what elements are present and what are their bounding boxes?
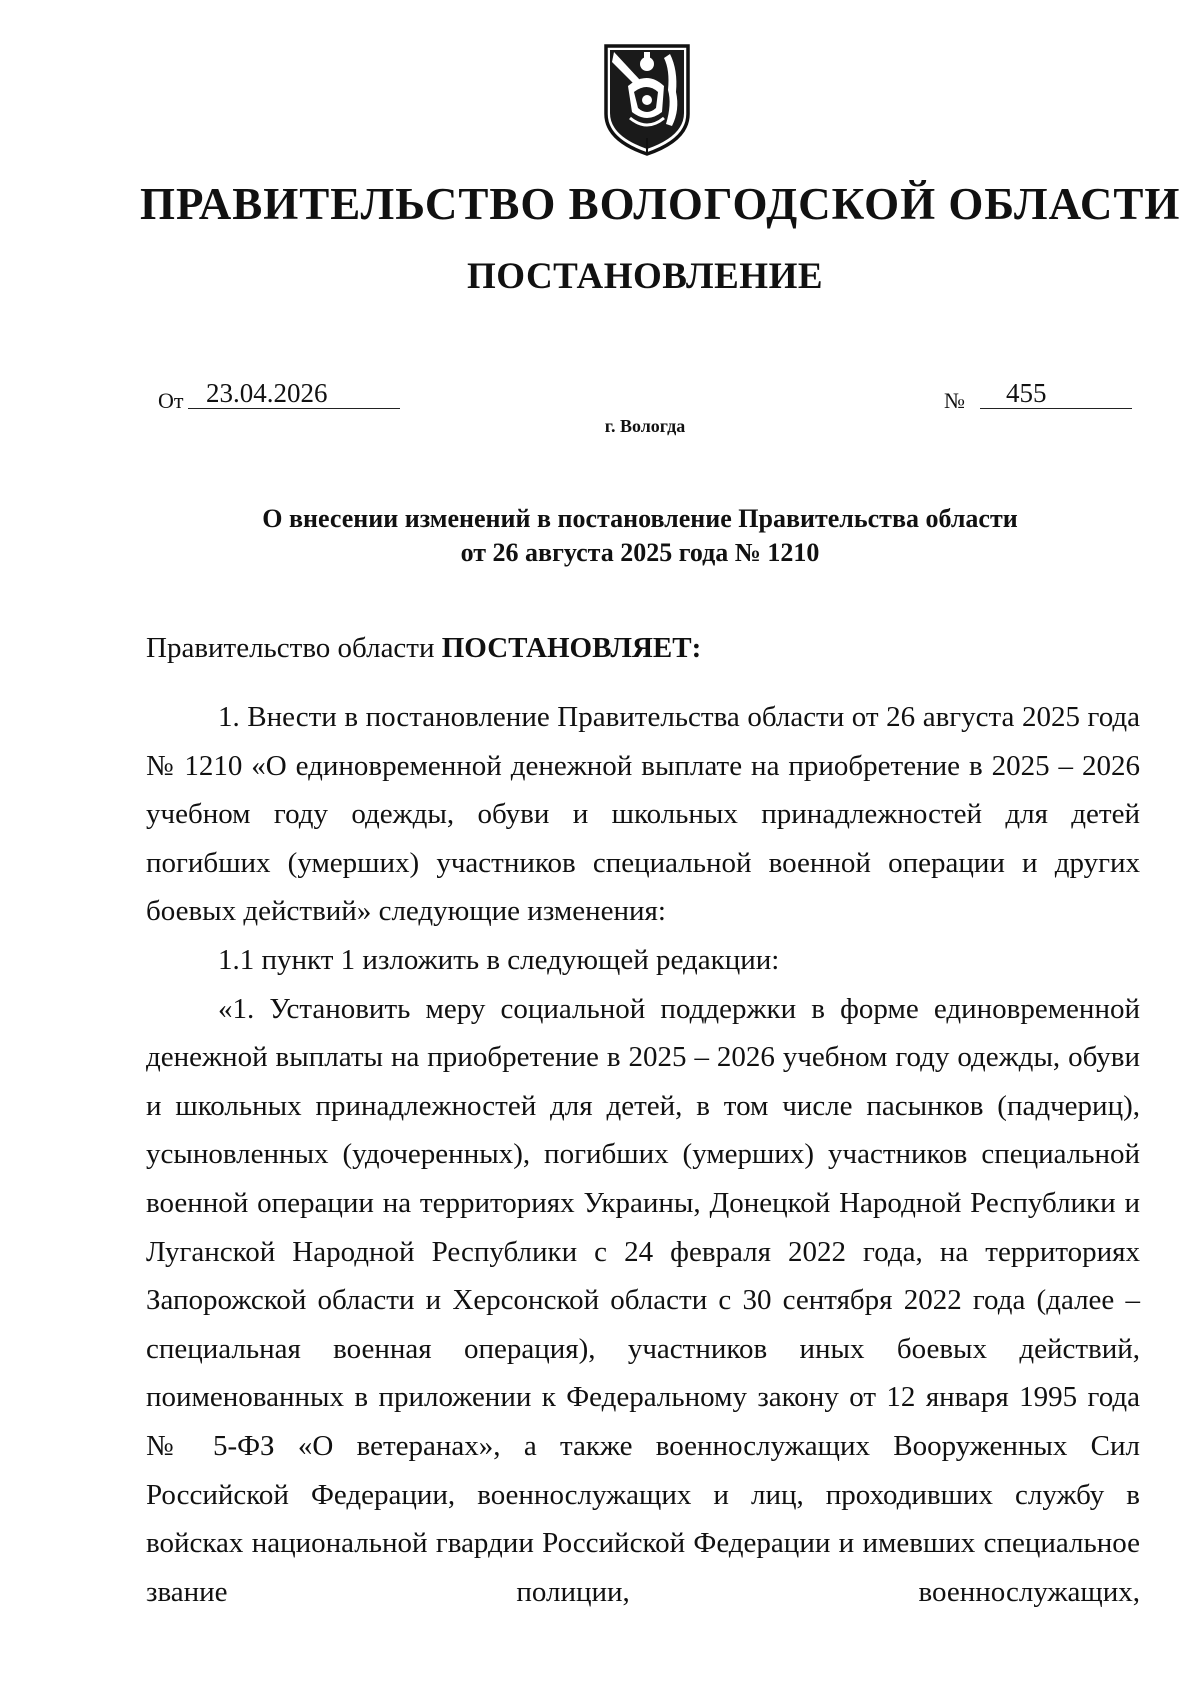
paragraph-2: 1.1 пункт 1 изложить в следующей редакции: — [218, 943, 780, 976]
subject-line-2: от 26 августа 2025 года № 1210 — [460, 538, 820, 567]
coat-of-arms-icon — [600, 40, 694, 158]
government-title: ПРАВИТЕЛЬСТВО ВОЛОГОДСКОЙ ОБЛАСТИ — [140, 179, 1181, 229]
subject-line-1: О внесении изменений в постановление Правительства области — [262, 504, 1018, 533]
body-text — [146, 693, 1140, 1616]
city: г. Вологда — [604, 416, 686, 436]
paragraph-1: 1. Внести в постановление Правительства области от 26 августа 2025 года № 1210 «О единовременной денежной выплате на приобретение в 2025 – 2026 учебном году одежды, обуви и школьных принадлежностей для детей погибших (умерших) участников специальной военной операции и других боевых действий» следующие изменения: — [146, 701, 1140, 928]
number-label: № — [944, 388, 965, 413]
document-subject — [150, 502, 1130, 570]
document-date: 23.04.2026 — [188, 378, 400, 409]
date-label: От — [158, 388, 184, 413]
document-number: 455 — [980, 378, 1132, 409]
document-type: ПОСТАНОВЛЕНИЕ — [466, 256, 824, 297]
paragraph-3: «1. Установить меру социальной поддержки в форме единовременной денежной выплаты на приобретение в 2025 – 2026 учебном году одежды, обуви и школьных принадлежностей для детей, в том числе пасынков (падчериц), усыновленных (удочеренных), погибших (умерших) участников специальной военной операции на территориях Украины, Донецкой Народной Республики и Луганской Народной Республики с 24 февраля 2022 года, на территориях Запорожской области и Херсонской области с 30 сентября 2022 года (далее – специальная военная операция), участников иных боевых действий, поименованных в приложении к Федеральному закону от 12 января 1995 года № 5-ФЗ «О ветеранах», а также военнослужащих Вооруженных Сил Российской Федерации, военнослужащих и лиц, проходивших службу в войсках национальной гвардии Российской Федерации и имевших специальное звание полиции, военнослужащих, — [146, 992, 1140, 1608]
decrees-line — [146, 632, 701, 665]
decrees-word: ПОСТАНОВЛЯЕТ: — [441, 632, 702, 664]
decrees-prefix: Правительство области — [146, 632, 435, 664]
